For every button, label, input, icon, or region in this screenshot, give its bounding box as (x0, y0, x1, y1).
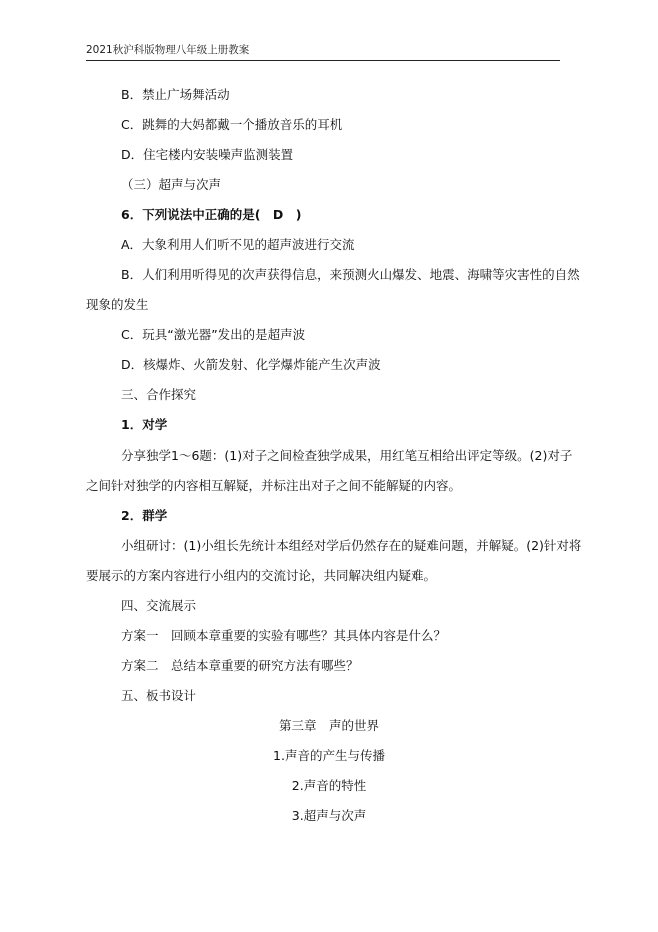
section-three-heading: 三、合作探究 (121, 387, 197, 402)
board-item-3: 3.超声与次声 (291, 808, 367, 823)
option-b-infrasound-line1: B．人们利用听得见的次声获得信息，来预测火山爆发、地震、海啸等灾害性的自然 (121, 267, 580, 282)
group-study-text-line2: 要展示的方案内容进行小组内的交流讨论，共同解决组内疑难。 (86, 568, 437, 583)
board-item-1: 1.声音的产生与传播 (273, 748, 385, 763)
option-c-laser-toy: C．玩具“激光器”发出的是超声波 (121, 327, 306, 342)
group-study-heading: 2．群学 (121, 508, 168, 523)
section-five-heading: 五、板书设计 (121, 688, 197, 703)
section-four-heading: 四、交流展示 (121, 598, 197, 613)
header-title: 2021秋沪科版物理八年级上册教案 (86, 44, 250, 56)
pair-study-heading: 1．对学 (121, 417, 168, 432)
option-b-ban-dance: B．禁止广场舞活动 (121, 87, 230, 102)
option-d-explosion: D．核爆炸、火箭发射、化学爆炸能产生次声波 (121, 357, 381, 372)
page-header (86, 40, 560, 61)
option-a-elephant: A．大象利用人们听不见的超声波进行交流 (121, 237, 355, 252)
option-c-headphones: C．跳舞的大妈都戴一个播放音乐的耳机 (121, 117, 343, 132)
board-item-2: 2.声音的特性 (291, 778, 367, 793)
option-d-noise-monitor: D．住宅楼内安装噪声监测装置 (121, 147, 294, 162)
plan-one: 方案一 回顾本章重要的实验有哪些？其具体内容是什么？ (121, 628, 447, 643)
plan-two: 方案二 总结本章重要的研究方法有哪些？ (121, 658, 359, 673)
board-title: 第三章 声的世界 (278, 718, 379, 733)
pair-study-text-line1: 分享独学1～6题：(1)对子之间检查独学成果，用红笔互相给出评定等级。(2)对子 (121, 448, 573, 463)
group-study-text-line1: 小组研讨：(1)小组长先统计本组经对学后仍然存在的疑难问题，并解疑。(2)针对将 (121, 538, 582, 553)
pair-study-text-line2: 之间针对独学的内容相互解疑，并标注出对子之间不能解疑的内容。 (86, 478, 462, 493)
section-heading-ultrasound-infrasound: （三）超声与次声 (121, 177, 222, 192)
option-b-infrasound-line2: 现象的发生 (86, 297, 149, 312)
question-6: 6．下列说法中正确的是( D ) (121, 207, 302, 222)
